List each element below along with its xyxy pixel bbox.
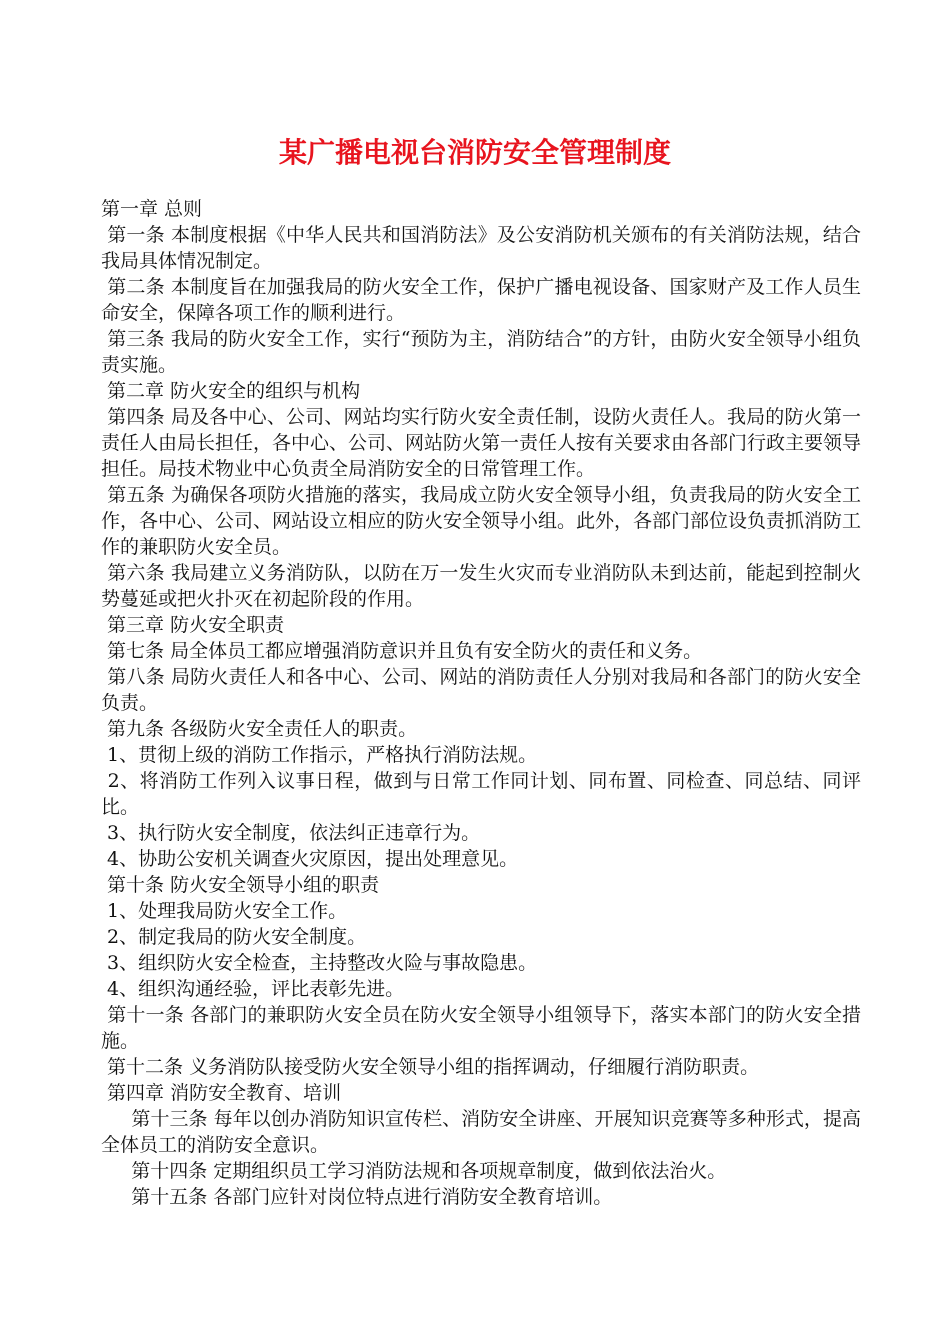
chapter-heading: 第三章 防火安全职责 — [101, 614, 285, 636]
list-item: 4、协助公安机关调查火灾原因，提出处理意见。 — [101, 848, 519, 870]
article-paragraph: 第九条 各级防火安全责任人的职责。 — [101, 718, 418, 740]
list-item: 3、组织防火安全检查，主持整改火险与事故隐患。 — [101, 952, 538, 974]
article-paragraph: 第十条 防火安全领导小组的职责 — [101, 874, 380, 896]
article-paragraph: 第十三条 每年以创办消防知识宣传栏、消防安全讲座、开展知识竞赛等多种形式，提高全体员工的消防安全意识。 — [101, 1108, 861, 1156]
article-paragraph: 第一条 本制度根据《中华人民共和国消防法》及公安消防机关颁布的有关消防法规，结合我局具体情况制定。 — [101, 224, 861, 272]
list-item: 4、组织沟通经验，评比表彰先进。 — [101, 978, 405, 1000]
chapter-heading: 第四章 消防安全教育、培训 — [101, 1082, 342, 1104]
article-paragraph: 第四条 局及各中心、公司、网站均实行防火安全责任制，设防火责任人。我局的防火第一责任人由局长担任，各中心、公司、网站防火第一责任人按有关要求由各部门行政主要领导担任。局技术物业中心负责全局消防安全的日常管理工作。 — [101, 406, 862, 480]
list-item: 3、执行防火安全制度，依法纠正违章行为。 — [101, 822, 481, 844]
article-paragraph: 第七条 局全体员工都应增强消防意识并且负有安全防火的责任和义务。 — [101, 640, 703, 662]
article-paragraph: 第六条 我局建立义务消防队，以防在万一发生火灾而专业消防队未到达前，能起到控制火势蔓延或把火扑灭在初起阶段的作用。 — [101, 562, 861, 610]
chapter-heading: 第一章 总则 — [101, 198, 203, 220]
article-paragraph: 第二条 本制度旨在加强我局的防火安全工作，保护广播电视设备、国家财产及工作人员生命安全，保障各项工作的顺利进行。 — [101, 276, 861, 324]
chapter-heading: 第二章 防火安全的组织与机构 — [101, 380, 361, 402]
article-paragraph: 第五条 为确保各项防火措施的落实，我局成立防火安全领导小组，负责我局的防火安全工作，各中心、公司、网站设立相应的防火安全领导小组。此外，各部门部位设负责抓消防工作的兼职防火安全员。 — [101, 484, 862, 558]
article-paragraph: 第十四条 定期组织员工学习消防法规和各项规章制度，做到依法治火。 — [101, 1160, 727, 1182]
article-paragraph: 第十一条 各部门的兼职防火安全员在防火安全领导小组领导下，落实本部门的防火安全措施。 — [101, 1004, 861, 1052]
list-item: 1、处理我局防火安全工作。 — [101, 900, 348, 922]
list-item: 1、贯彻上级的消防工作指示，严格执行消防法规。 — [101, 744, 538, 766]
article-paragraph: 第八条 局防火责任人和各中心、公司、网站的消防责任人分别对我局和各部门的防火安全负责。 — [101, 666, 861, 714]
list-item: 2、制定我局的防火安全制度。 — [101, 926, 367, 948]
article-paragraph: 第十五条 各部门应针对岗位特点进行消防安全教育培训。 — [101, 1186, 613, 1208]
document-body — [101, 196, 861, 1210]
article-paragraph: 第十二条 义务消防队接受防火安全领导小组的指挥调动，仔细履行消防职责。 — [101, 1056, 760, 1078]
document-title: 某广播电视台消防安全管理制度 — [278, 136, 671, 169]
article-paragraph: 第三条 我局的防火安全工作，实行“预防为主，消防结合”的方针，由防火安全领导小组负责实施。 — [101, 328, 861, 376]
list-item: 2、将消防工作列入议事日程，做到与日常工作同计划、同布置、同检查、同总结、同评比。 — [101, 770, 862, 818]
